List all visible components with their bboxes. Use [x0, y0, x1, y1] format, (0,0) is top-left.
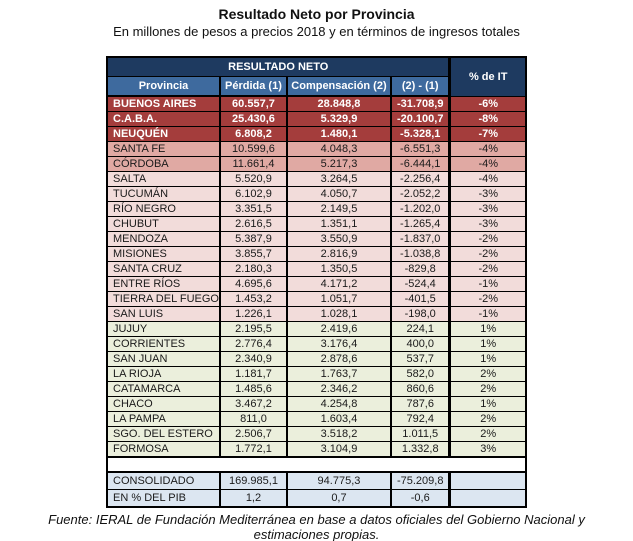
compensacion-value: 4.050,7	[287, 187, 391, 202]
pct-it-value: -8%	[450, 112, 526, 127]
diferencia-value: -198,0	[391, 307, 450, 322]
compensacion-value: 5.329,9	[287, 112, 391, 127]
source-note: Fuente: IERAL de Fundación Mediterránea en base a datos oficiales del Gobierno Nacional y estimaciones propias.	[48, 512, 585, 541]
column-header-provincia: Provincia	[107, 77, 220, 97]
spacer-cell	[107, 457, 526, 472]
pct-it-value: -1%	[450, 277, 526, 292]
province-row	[107, 247, 526, 262]
pct-it-value: 1%	[450, 337, 526, 352]
compensacion-value: 5.217,3	[287, 157, 391, 172]
pct-it-value: -3%	[450, 217, 526, 232]
spacer-row	[107, 457, 526, 472]
pct-it-value	[450, 490, 526, 508]
perdida-value: 2.776,4	[220, 337, 287, 352]
compensacion-value: 1.603,4	[287, 412, 391, 427]
spacer-section	[107, 457, 526, 472]
resultado-neto-table	[106, 56, 527, 508]
compensacion-value: 2.816,9	[287, 247, 391, 262]
perdida-value: 1,2	[220, 490, 287, 508]
perdida-value: 2.616,5	[220, 217, 287, 232]
diferencia-value: -829,8	[391, 262, 450, 277]
pct-it-value: 2%	[450, 382, 526, 397]
perdida-value: 2.180,3	[220, 262, 287, 277]
perdida-value: 3.467,2	[220, 397, 287, 412]
diferencia-value: -401,5	[391, 292, 450, 307]
compensacion-value: 4.048,3	[287, 142, 391, 157]
diferencia-value: 1.011,5	[391, 427, 450, 442]
diferencia-value: 860,6	[391, 382, 450, 397]
pct-it-value: 1%	[450, 322, 526, 337]
province-name: LA RIOJA	[107, 367, 220, 382]
perdida-value: 1.772,1	[220, 442, 287, 458]
compensacion-value: 94.775,3	[287, 472, 391, 490]
compensacion-value: 4.171,2	[287, 277, 391, 292]
diferencia-value: -20.100,7	[391, 112, 450, 127]
province-row	[107, 172, 526, 187]
summary-body	[107, 472, 526, 507]
pct-it-value: -4%	[450, 157, 526, 172]
pct-it-value: -6%	[450, 96, 526, 112]
diferencia-value: 1.332,8	[391, 442, 450, 458]
perdida-value: 811,0	[220, 412, 287, 427]
province-name: TIERRA DEL FUEGO	[107, 292, 220, 307]
compensacion-value: 1.051,7	[287, 292, 391, 307]
group-header-row	[107, 57, 526, 77]
province-name: MENDOZA	[107, 232, 220, 247]
diferencia-value: -1.837,0	[391, 232, 450, 247]
province-name: SALTA	[107, 172, 220, 187]
perdida-value: 2.195,5	[220, 322, 287, 337]
perdida-value: 1.181,7	[220, 367, 287, 382]
compensacion-value: 1.350,5	[287, 262, 391, 277]
province-name: SAN LUIS	[107, 307, 220, 322]
province-row	[107, 427, 526, 442]
province-name: TUCUMÁN	[107, 187, 220, 202]
perdida-value: 5.520,9	[220, 172, 287, 187]
province-name: CONSOLIDADO	[107, 472, 220, 490]
province-name: SANTA CRUZ	[107, 262, 220, 277]
perdida-value: 2.506,7	[220, 427, 287, 442]
perdida-value: 6.102,9	[220, 187, 287, 202]
pct-it-value	[450, 472, 526, 490]
province-name: ENTRE RÍOS	[107, 277, 220, 292]
province-row	[107, 127, 526, 142]
pct-it-value: 3%	[450, 442, 526, 458]
diferencia-value: 787,6	[391, 397, 450, 412]
compensacion-value: 1.351,1	[287, 217, 391, 232]
compensacion-value: 28.848,8	[287, 96, 391, 112]
pct-it-value: 2%	[450, 367, 526, 382]
perdida-value: 3.855,7	[220, 247, 287, 262]
province-name: FORMOSA	[107, 442, 220, 458]
pct-it-value: -2%	[450, 232, 526, 247]
table-header	[107, 57, 526, 96]
diferencia-value: 792,4	[391, 412, 450, 427]
province-name: C.A.B.A.	[107, 112, 220, 127]
column-header-perdida: Pérdida (1)	[220, 77, 287, 97]
pct-it-value: 2%	[450, 412, 526, 427]
column-header-compensacion: Compensación (2)	[287, 77, 391, 97]
compensacion-value: 3.550,9	[287, 232, 391, 247]
summary-row	[107, 472, 526, 490]
province-row	[107, 442, 526, 458]
perdida-value: 4.695,6	[220, 277, 287, 292]
province-row	[107, 397, 526, 412]
group-header-resultado-neto: RESULTADO NETO	[107, 57, 450, 77]
column-header-diferencia: (2) - (1)	[391, 77, 450, 97]
compensacion-value: 2.878,6	[287, 352, 391, 367]
diferencia-value: -524,4	[391, 277, 450, 292]
province-row	[107, 292, 526, 307]
province-row	[107, 322, 526, 337]
compensacion-value: 3.104,9	[287, 442, 391, 458]
province-name: CÓRDOBA	[107, 157, 220, 172]
province-row	[107, 157, 526, 172]
compensacion-value: 2.419,6	[287, 322, 391, 337]
province-row	[107, 142, 526, 157]
perdida-value: 25.430,6	[220, 112, 287, 127]
diferencia-value: -31.708,9	[391, 96, 450, 112]
diferencia-value: 537,7	[391, 352, 450, 367]
diferencia-value: -6.551,3	[391, 142, 450, 157]
pct-it-value: -1%	[450, 307, 526, 322]
province-name: SANTA FE	[107, 142, 220, 157]
province-row	[107, 202, 526, 217]
diferencia-value: -5.328,1	[391, 127, 450, 142]
compensacion-value: 0,7	[287, 490, 391, 508]
perdida-value: 5.387,9	[220, 232, 287, 247]
pct-it-value: -4%	[450, 142, 526, 157]
province-row	[107, 337, 526, 352]
province-name: SAN JUAN	[107, 352, 220, 367]
province-row	[107, 187, 526, 202]
pct-it-value: 1%	[450, 397, 526, 412]
perdida-value: 169.985,1	[220, 472, 287, 490]
perdida-value: 1.226,1	[220, 307, 287, 322]
perdida-value: 11.661,4	[220, 157, 287, 172]
compensacion-value: 3.264,5	[287, 172, 391, 187]
diferencia-value: -2.052,2	[391, 187, 450, 202]
pct-it-value: -3%	[450, 187, 526, 202]
province-row	[107, 112, 526, 127]
diferencia-value: 224,1	[391, 322, 450, 337]
table-body	[107, 96, 526, 457]
diferencia-value: 582,0	[391, 367, 450, 382]
pct-it-value: -2%	[450, 262, 526, 277]
diferencia-value: -0,6	[391, 490, 450, 508]
pct-it-value: -2%	[450, 247, 526, 262]
compensacion-value: 1.480,1	[287, 127, 391, 142]
province-name: EN % DEL PIB	[107, 490, 220, 508]
compensacion-value: 4.254,8	[287, 397, 391, 412]
pct-it-value: 2%	[450, 427, 526, 442]
province-name: JUJUY	[107, 322, 220, 337]
province-name: CHACO	[107, 397, 220, 412]
perdida-value: 60.557,7	[220, 96, 287, 112]
province-row	[107, 352, 526, 367]
perdida-value: 1.453,2	[220, 292, 287, 307]
compensacion-value: 3.518,2	[287, 427, 391, 442]
page-title: Resultado Neto por Provincia	[218, 6, 415, 22]
perdida-value: 10.599,6	[220, 142, 287, 157]
province-name: BUENOS AIRES	[107, 96, 220, 112]
page-subtitle: En millones de pesos a precios 2018 y en términos de ingresos totales	[113, 24, 520, 39]
pct-it-value: -2%	[450, 292, 526, 307]
pct-it-value: -4%	[450, 172, 526, 187]
perdida-value: 1.485,6	[220, 382, 287, 397]
province-row	[107, 412, 526, 427]
province-row	[107, 217, 526, 232]
compensacion-value: 2.149,5	[287, 202, 391, 217]
diferencia-value: -6.444,1	[391, 157, 450, 172]
province-name: RÍO NEGRO	[107, 202, 220, 217]
diferencia-value: -1.265,4	[391, 217, 450, 232]
province-name: SGO. DEL ESTERO	[107, 427, 220, 442]
diferencia-value: -1.038,8	[391, 247, 450, 262]
province-row	[107, 367, 526, 382]
diferencia-value: 400,0	[391, 337, 450, 352]
province-row	[107, 96, 526, 112]
perdida-value: 3.351,5	[220, 202, 287, 217]
diferencia-value: -1.202,0	[391, 202, 450, 217]
province-row	[107, 382, 526, 397]
perdida-value: 6.808,2	[220, 127, 287, 142]
pct-it-value: -3%	[450, 202, 526, 217]
diferencia-value: -2.256,4	[391, 172, 450, 187]
diferencia-value: -75.209,8	[391, 472, 450, 490]
province-name: LA PAMPA	[107, 412, 220, 427]
summary-row	[107, 490, 526, 508]
province-row	[107, 277, 526, 292]
pct-it-value: -7%	[450, 127, 526, 142]
compensacion-value: 3.176,4	[287, 337, 391, 352]
province-row	[107, 307, 526, 322]
province-row	[107, 262, 526, 277]
province-name: NEUQUÉN	[107, 127, 220, 142]
perdida-value: 2.340,9	[220, 352, 287, 367]
compensacion-value: 1.028,1	[287, 307, 391, 322]
province-name: CHUBUT	[107, 217, 220, 232]
province-name: CATAMARCA	[107, 382, 220, 397]
column-header-pct-it: % de IT	[450, 57, 526, 96]
province-name: MISIONES	[107, 247, 220, 262]
province-row	[107, 232, 526, 247]
province-name: CORRIENTES	[107, 337, 220, 352]
pct-it-value: 1%	[450, 352, 526, 367]
compensacion-value: 2.346,2	[287, 382, 391, 397]
compensacion-value: 1.763,7	[287, 367, 391, 382]
